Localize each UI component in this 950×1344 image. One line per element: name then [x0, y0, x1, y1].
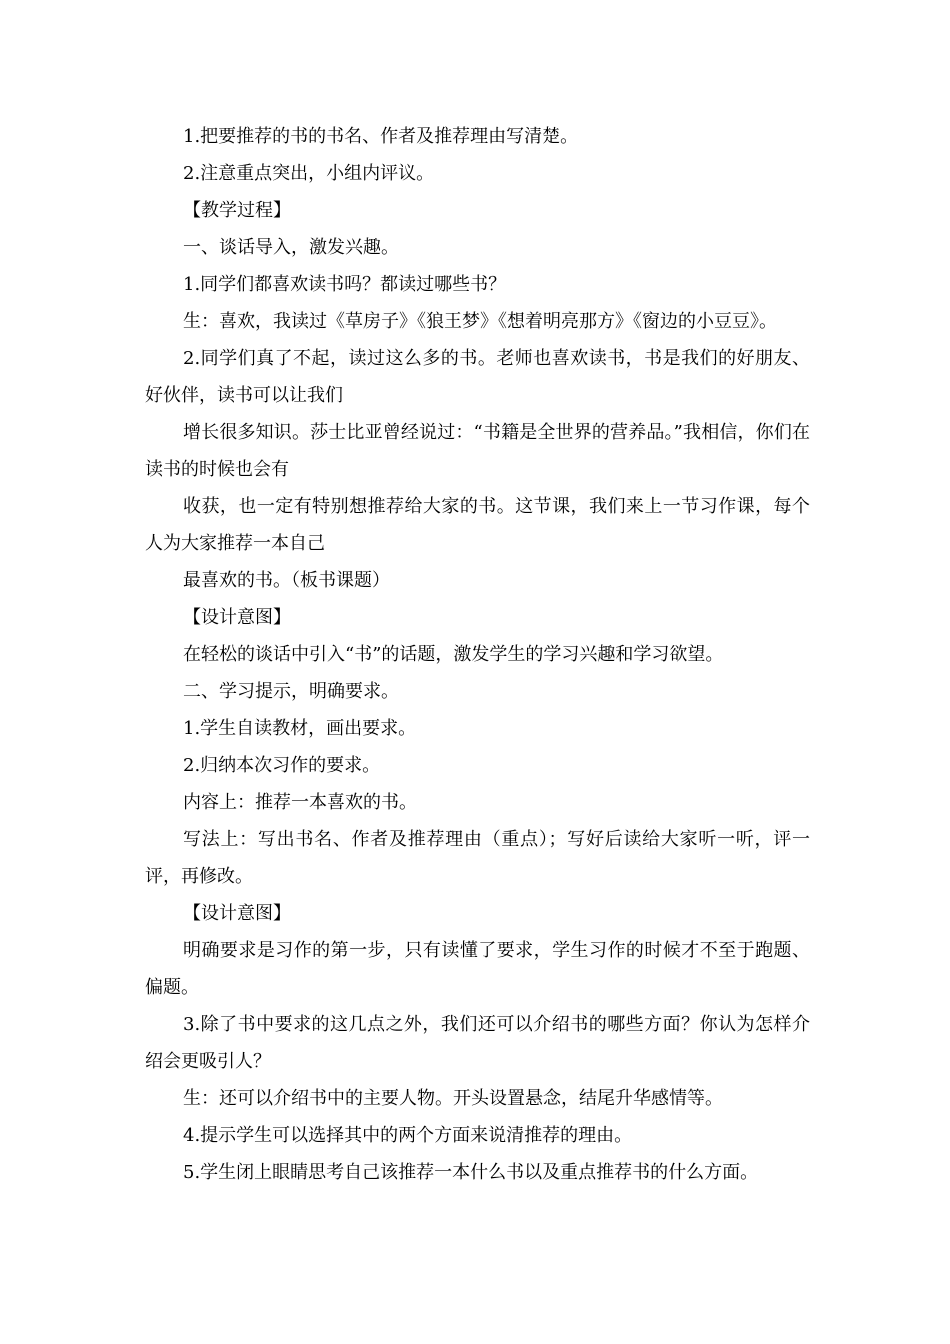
paragraph-teacher-talk-4: 最喜欢的书。（板书课题） — [183, 570, 390, 591]
paragraph-question-3: 3.除了书中要求的这几点之外，我们还可以介绍书的哪些方面？你认为怎样介绍会更吸引人？ — [145, 1014, 810, 1072]
requirement-2: 2.注意重点突出，小组内评议。 — [183, 163, 435, 184]
paragraph-content-requirement: 内容上：推荐一本喜欢的书。 — [183, 792, 417, 813]
paragraph-teacher-talk-2: 增长很多知识。莎士比亚曾经说过：“书籍是全世界的营养品。”我相信，你们在读书的时候也会有 — [145, 422, 810, 480]
section-heading-design-intent-2: 【设计意图】 — [183, 903, 291, 924]
paragraph-step-5: 5.学生闭上眼睛思考自己该推荐一本什么书以及重点推荐书的什么方面。 — [183, 1162, 759, 1183]
paragraph-design-intent-2: 明确要求是习作的第一步，只有读懂了要求，学生习作的时候才不至于跑题、偏题。 — [145, 940, 810, 998]
section-heading-design-intent-1: 【设计意图】 — [183, 607, 291, 628]
paragraph-teacher-talk-1: 2.同学们真了不起，读过这么多的书。老师也喜欢读书，书是我们的好朋友、好伙伴，读书可以让我们 — [145, 348, 810, 406]
document-body — [145, 118, 810, 1191]
paragraph-student-answer-1: 生：喜欢，我读过《草房子》《狼王梦》《想着明亮那方》《窗边的小豆豆》。 — [183, 311, 777, 332]
paragraph-step-2-2: 2.归纳本次习作的要求。 — [183, 755, 381, 776]
step-heading-2: 二、学习提示，明确要求。 — [183, 681, 399, 702]
paragraph-step-4: 4.提示学生可以选择其中的两个方面来说清推荐的理由。 — [183, 1125, 633, 1146]
paragraph-writing-requirement: 写法上：写出书名、作者及推荐理由（重点）；写好后读给大家听一听，评一评，再修改。 — [145, 829, 810, 887]
paragraph-question-1: 1.同学们都喜欢读书吗？都读过哪些书？ — [183, 274, 507, 295]
paragraph-teacher-talk-3: 收获，也一定有特别想推荐给大家的书。这节课，我们来上一节习作课，每个人为大家推荐一本自己 — [145, 496, 810, 554]
paragraph-student-answer-2: 生：还可以介绍书中的主要人物。开头设置悬念，结尾升华感情等。 — [183, 1088, 723, 1109]
requirement-1: 1.把要推荐的书的书名、作者及推荐理由写清楚。 — [183, 126, 579, 147]
step-heading-1: 一、谈话导入，激发兴趣。 — [183, 237, 399, 258]
paragraph-step-2-1: 1.学生自读教材，画出要求。 — [183, 718, 417, 739]
section-heading-teaching-process: 【教学过程】 — [183, 200, 291, 221]
paragraph-design-intent-1: 在轻松的谈话中引入“书”的话题，激发学生的学习兴趣和学习欲望。 — [183, 644, 724, 665]
